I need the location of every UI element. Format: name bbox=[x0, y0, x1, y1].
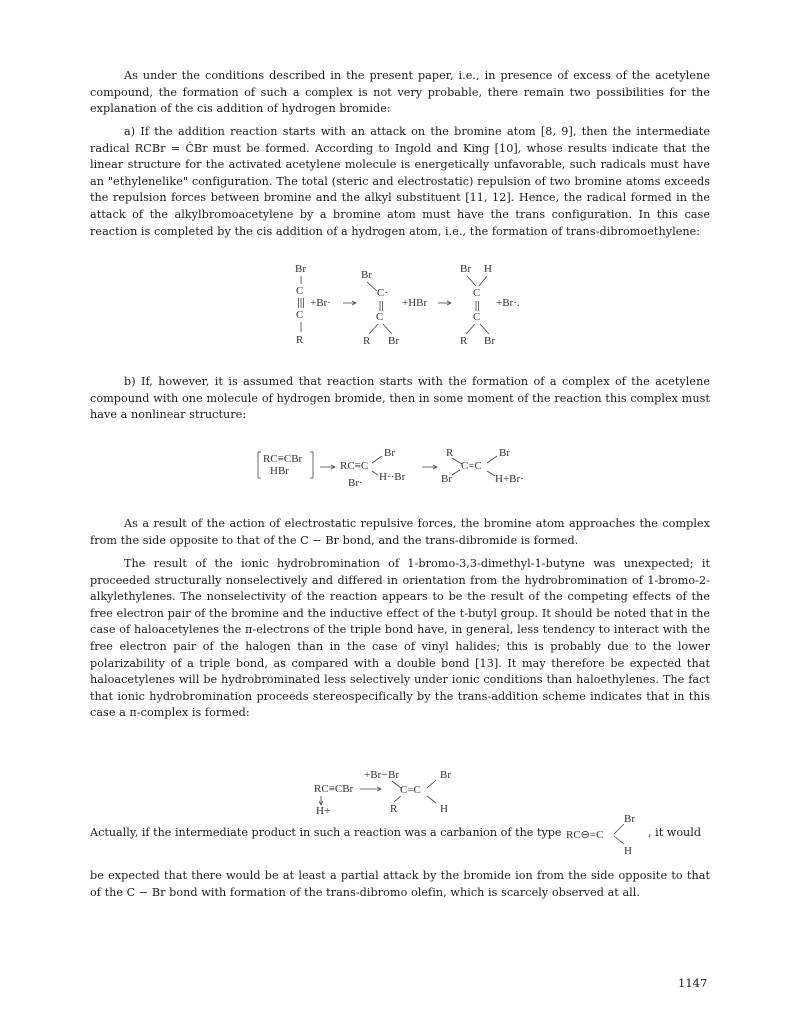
scheme1-r-1: R bbox=[296, 334, 304, 346]
scheme2-br-1: Br bbox=[384, 447, 395, 459]
scheme1-plus-br-radical-end: +Br·. bbox=[496, 297, 520, 309]
paragraph-ionic-hydrobromination: The result of the ionic hydrobromination of 1-bromo-3,3-dimethyl-1-butyne was unexpected; it proceeded structurally nonselectively and differed in orientation from the hydrobromination of 1-bromo-2-alkylethylenes. The nonselectivity of the reaction appears to be the result of the competing effects of the free electron pair of the bromine and the inductive effect of the t-butyl group. It should be noted that in the case of haloacetylenes the π-electrons of the triple bond have, in general, less tendency to interact with the free electron pair of the halogen than in the case of vinyl halides; this is probably due to the lower polarizability of a triple bond, as compared with a double bond [13]. It may therefore be expected that haloacetylenes will be hydrobrominated less selectively under ionic conditions than haloethylenes. The fact that ionic hydrobromination proceeds stereospecifically by the trans-addition scheme indicates that in this case a π-complex is formed: bbox=[90, 557, 710, 720]
scheme2-c-eq-c: C=C bbox=[461, 460, 482, 472]
carbanion-formula bbox=[564, 808, 644, 856]
scheme1-br-5: Br bbox=[484, 335, 495, 347]
scheme2-complex-bottom: HBr bbox=[270, 465, 289, 477]
scheme1-br-4: Br bbox=[460, 263, 471, 275]
scheme1-plus-br-radical: +Br· bbox=[310, 297, 331, 309]
scheme1-c-2: C bbox=[296, 309, 304, 321]
paragraph-mechanism-b: b) If, however, it is assumed that reaction starts with the formation of a complex of the acetylene compound with one molecule of hydrogen bromide, then in some moment of the reaction this complex must have a nonlinear structure: bbox=[90, 375, 710, 422]
scheme3-reactant: RC≡CBr bbox=[314, 783, 354, 795]
scheme1-r-2: R bbox=[363, 335, 371, 347]
scheme3-h-plus: H+ bbox=[316, 805, 331, 816]
scheme3-br-1: Br bbox=[388, 769, 399, 781]
scheme-radical-addition bbox=[270, 258, 550, 350]
scheme1-br-3: Br bbox=[388, 335, 399, 347]
scheme3-br-2: Br bbox=[440, 769, 451, 781]
carbanion-sentence-end: , it would bbox=[648, 826, 701, 839]
scheme2-r: R bbox=[446, 447, 454, 459]
carbanion-h: H bbox=[624, 845, 632, 856]
scheme1-h: H bbox=[484, 263, 492, 275]
scheme2-br-3: Br bbox=[441, 473, 452, 485]
scheme2-complex-top: RC≡CBr bbox=[263, 453, 303, 465]
scheme1-c-radical: C· bbox=[377, 287, 388, 299]
scheme3-c-eq-c: C=C bbox=[400, 784, 421, 796]
scheme1-c-1: C bbox=[296, 285, 304, 297]
scheme1-r-3: R bbox=[460, 335, 468, 347]
scheme1-br-2: Br bbox=[361, 269, 372, 281]
scheme1-c-4: C bbox=[473, 287, 481, 299]
scheme1-plus-hbr: +HBr bbox=[402, 297, 428, 309]
scheme2-br-radical: Br· bbox=[348, 477, 363, 489]
paragraph-electrostatic: As a result of the action of electrostatic repulsive forces, the bromine atom approaches the complex from the side opposite to that of the C − Br bond, and the trans-dibromide is formed. bbox=[90, 517, 710, 547]
carbanion-rc-eq-c: RC⊖=C bbox=[566, 829, 604, 841]
scheme2-h-br-dots: H··Br bbox=[379, 471, 406, 483]
scheme3-h: H bbox=[440, 803, 448, 815]
scheme1-c-3: C bbox=[376, 311, 384, 323]
paragraph-cis-addition-intro: As under the conditions described in the present paper, i.e., in presence of excess of the acetylene compound, the formation of such a complex is not very probable, there remain two possibilities for the explanation of the cis addition of hydrogen bromide: bbox=[90, 69, 710, 116]
scheme-complex-mechanism bbox=[252, 444, 562, 496]
scheme1-br-1: Br bbox=[295, 263, 306, 275]
scheme2-br-2: Br bbox=[499, 447, 510, 459]
page-number: 1147 bbox=[678, 976, 708, 990]
carbanion-sentence-start: Actually, if the intermediate product in such a reaction was a carbanion of the type bbox=[90, 826, 562, 839]
scheme3-r: R bbox=[390, 803, 398, 815]
scheme1-c-5: C bbox=[473, 311, 481, 323]
scheme2-rc-triple: RC≡C bbox=[340, 460, 369, 472]
scheme2-h-plus-br: H+Br· bbox=[495, 473, 524, 485]
carbanion-br: Br bbox=[624, 813, 635, 825]
scheme3-over-arrow: +Br− bbox=[364, 769, 388, 781]
paragraph-bromide-attack: be expected that there would be at least a partial attack by the bromide ion from the side opposite to that of the C − Br bond with formation of the trans-dibromo olefin, which is scarcely observed at all. bbox=[90, 869, 710, 899]
paragraph-mechanism-a: a) If the addition reaction starts with an attack on the bromine atom [8, 9], then the intermediate radical RCBr = ĊBr must be formed. According to Ingold and King [10], whose results indicate that the linear structure for the activated acetylene molecule is energetically unfavorable, such radicals must have an "ethylenelike" configuration. The total (steric and electrostatic) repulsion of two bromine atoms exceeds the repulsion forces between bromine and the alkyl substituent [11, 12]. Hence, the radical formed in the attack of the alkylbromoacetylene by a bromine atom must have the trans configuration. In this case reaction is completed by the cis addition of a hydrogen atom, i.e., the formation of trans-dibromoethylene: bbox=[90, 125, 710, 238]
carbanion-sentence bbox=[90, 808, 710, 856]
